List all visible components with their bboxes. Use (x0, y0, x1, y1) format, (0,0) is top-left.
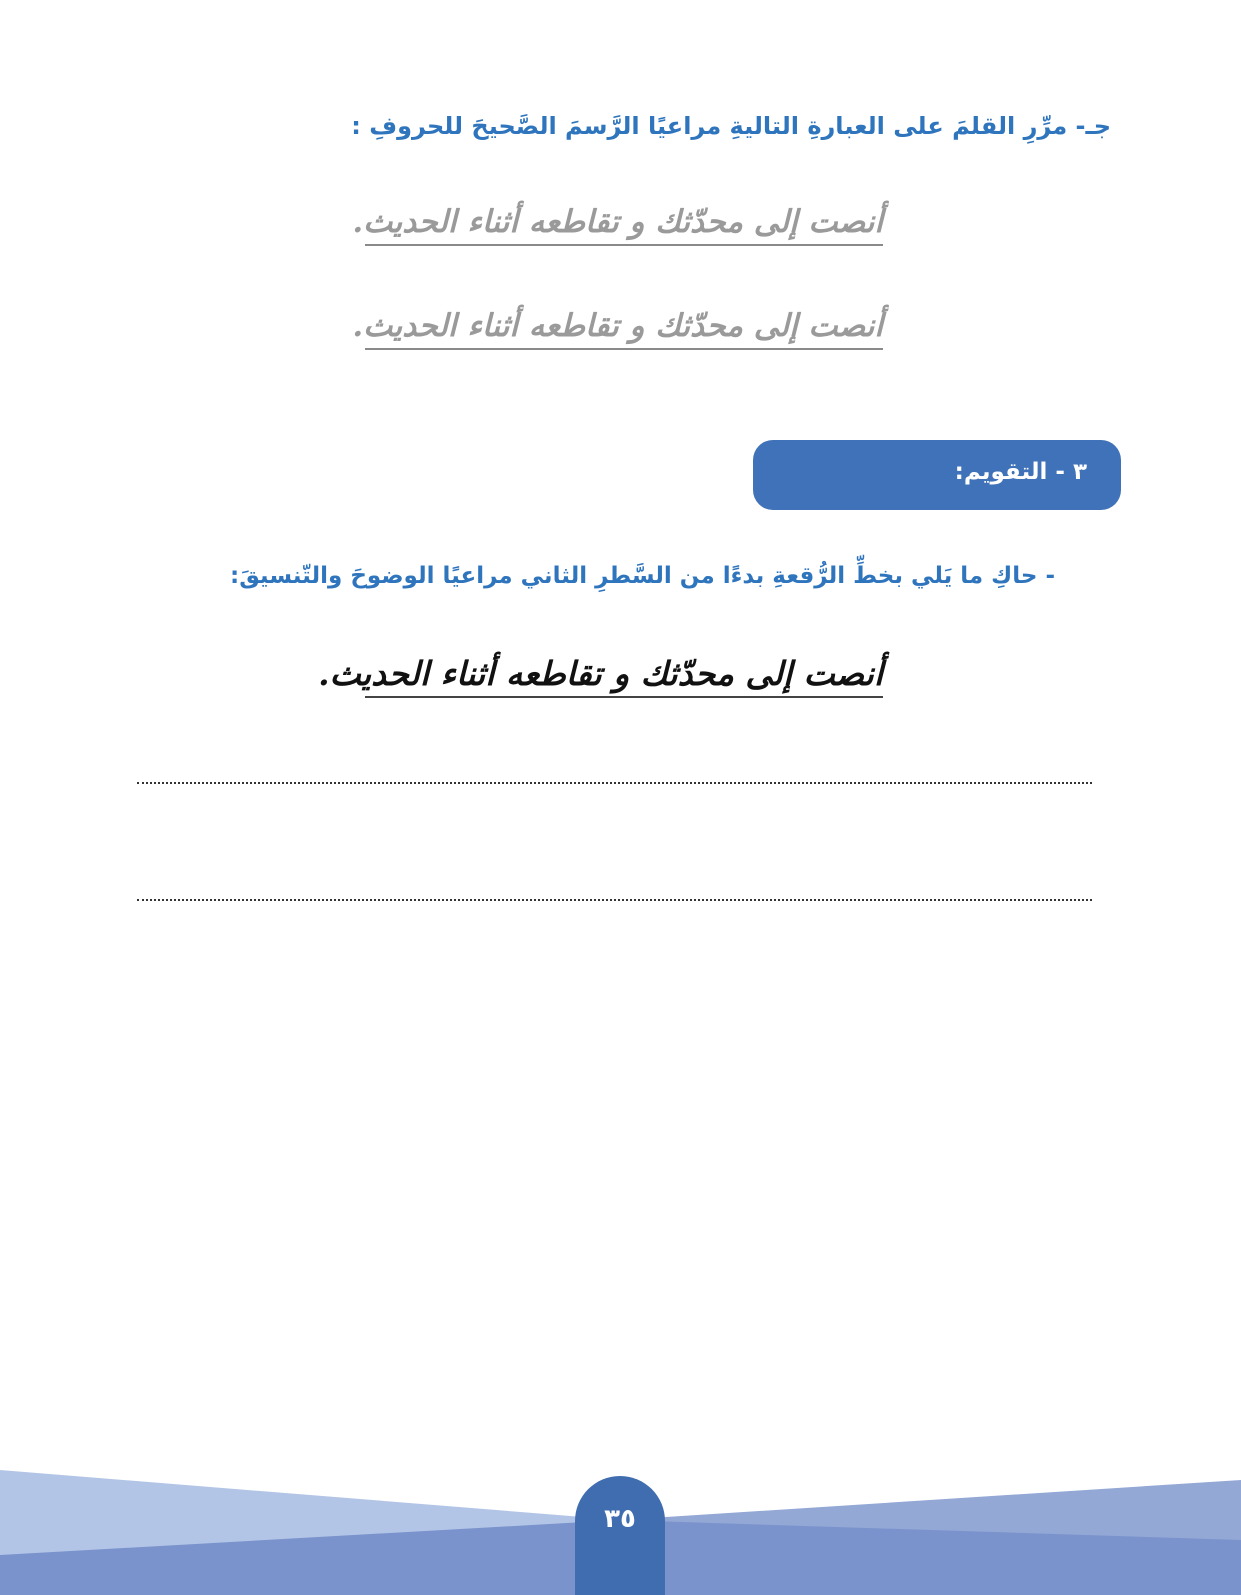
trace-underline-1 (365, 244, 883, 246)
trace-sentence-2: أنصت إلى محدّثك و تقاطعه أثناء الحديث. (352, 308, 883, 344)
page-number-badge (575, 1476, 665, 1595)
trace-underline-2 (365, 348, 883, 350)
answer-dotted-line-1[interactable] (137, 782, 1092, 784)
evaluation-section-header (753, 440, 1121, 510)
model-underline (365, 696, 883, 698)
exercise-c-instruction: جـ- مرِّرِ القلمَ على العبارةِ التاليةِ مراعيًا الرَّسمَ الصَّحيحَ للحروفِ : (351, 112, 1111, 140)
evaluation-instruction: - حاكِ ما يَلي بخطِّ الرُّقعةِ بدءًا من السَّطرِ الثاني مراعيًا الوضوحَ والتّنسيقَ: (230, 563, 1055, 589)
answer-dotted-line-2[interactable] (137, 899, 1092, 901)
model-sentence: أنصت إلى محدّثك و تقاطعه أثناء الحديث. (318, 654, 883, 693)
trace-sentence-1: أنصت إلى محدّثك و تقاطعه أثناء الحديث. (352, 204, 883, 240)
page-number: ٣٥ (604, 1504, 636, 1534)
evaluation-header-label: ٣ - التقويم: (954, 459, 1087, 485)
